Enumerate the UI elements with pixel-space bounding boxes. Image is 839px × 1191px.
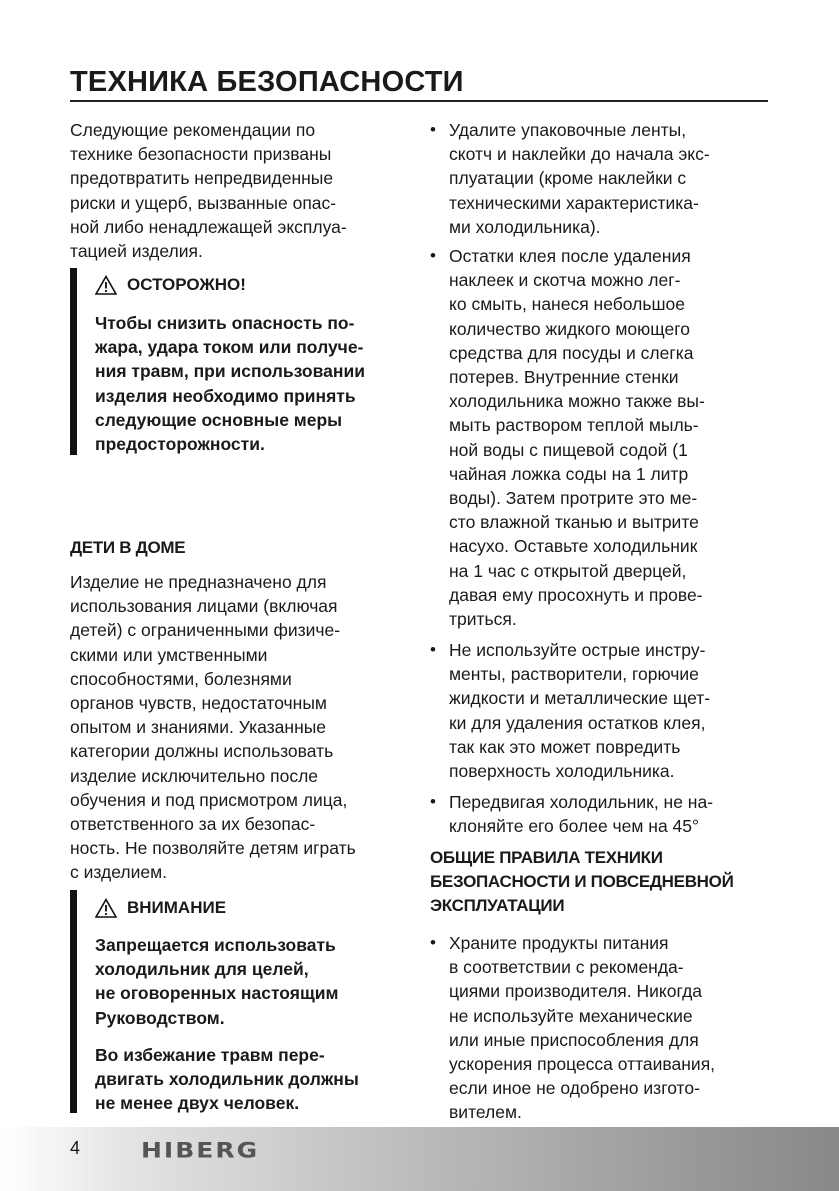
page-number: 4 [70,1138,81,1158]
bullet-icon: • [430,933,436,952]
warning-heading-text: ОСТОРОЖНО! [127,275,246,294]
page-title: ТЕХНИКА БЕЗОПАСНОСТИ [70,66,464,98]
list-item-text: Не используйте острые инстру- менты, растворители, горючие жидкости и металлические щет- ки для удаления остатков клея, так как это может повредить поверхность холодильника. [449,640,711,782]
attention-text-2: Во избежание травм пере- двигать холодильник должны не менее двух человек. [95,1045,359,1114]
warning-heading [95,275,246,295]
children-paragraph: Изделие не предназначено для использования лицами (включая детей) с ограниченными физиче- скими или умственными способностями, болезнями органов чувств, недостаточным опытом и знаниями. Указанные категории должны использовать изделие исключительно после обучения и под присмотром лица, ответственного за их безопас- ность. Не позволяйте детям играть с изделием. [70,572,356,883]
attention-text-1: Запрещается использовать холодильник для целей, не оговоренных настоящим Руководством. [95,935,339,1028]
warning-triangle-icon [95,275,117,295]
warning-bar [70,890,77,1113]
title-divider [70,100,768,102]
children-heading: ДЕТИ В ДОМЕ [70,538,186,557]
list-item-text: Передвигая холодильник, не на- клоняйте его более чем на 45° [449,792,714,837]
warning-bar [70,268,77,455]
attention-heading-text: ВНИМАНИЕ [127,898,227,917]
bullet-icon: • [430,640,436,659]
bullet-icon: • [430,792,436,811]
list-item-text: Остатки клея после удаления наклеек и скотча можно лег- ко смыть, нанеся небольшое количество жидкого моющего средства для посуды и слегка потерев. Внутренние стенки холодильника можно также вы- мыть раствором теплой мыль- ной воды с пищевой содой (1 чайная ложка соды на 1 литр воды). Затем протрите это ме- сто влажной тканью и вытрите насухо. Оставьте холодильник на 1 час с открытой дверцей, давая ему просохнуть и прове- триться. [449,246,705,630]
bullet-icon: • [430,120,436,139]
bullet-icon: • [430,246,436,265]
warning-text: Чтобы снизить опасность по- жара, удара током или получе- ния травм, при использовании изделия необходимо принять следующие основные меры предосторожности. [95,313,365,455]
attention-heading [95,898,226,918]
warning-triangle-icon [95,898,117,918]
general-rules-heading: ОБЩИЕ ПРАВИЛА ТЕХНИКИ БЕЗОПАСНОСТИ И ПОВСЕДНЕВНОЙ ЭКСПЛУАТАЦИИ [430,848,734,915]
brand-logo: HIBERG [141,1138,260,1163]
list-item-text: Удалите упаковочные ленты, скотч и наклейки до начала экс- плуатации (кроме наклейки с техническими характеристика- ми холодильника). [449,120,710,237]
list-item-text: Храните продукты питания в соответствии с рекоменда- циями производителя. Никогда не используйте механические или иные приспособления для ускорения процесса оттаивания, если иное не одобрено изгото- вителем. [449,933,716,1123]
intro-paragraph: Следующие рекомендации по технике безопасности призваны предотвратить непредвиденные риски и ущерб, вызванные опас- ной либо ненадлежащей эксплуа- тацией изделия. [70,120,347,262]
footer-band [0,1127,839,1191]
